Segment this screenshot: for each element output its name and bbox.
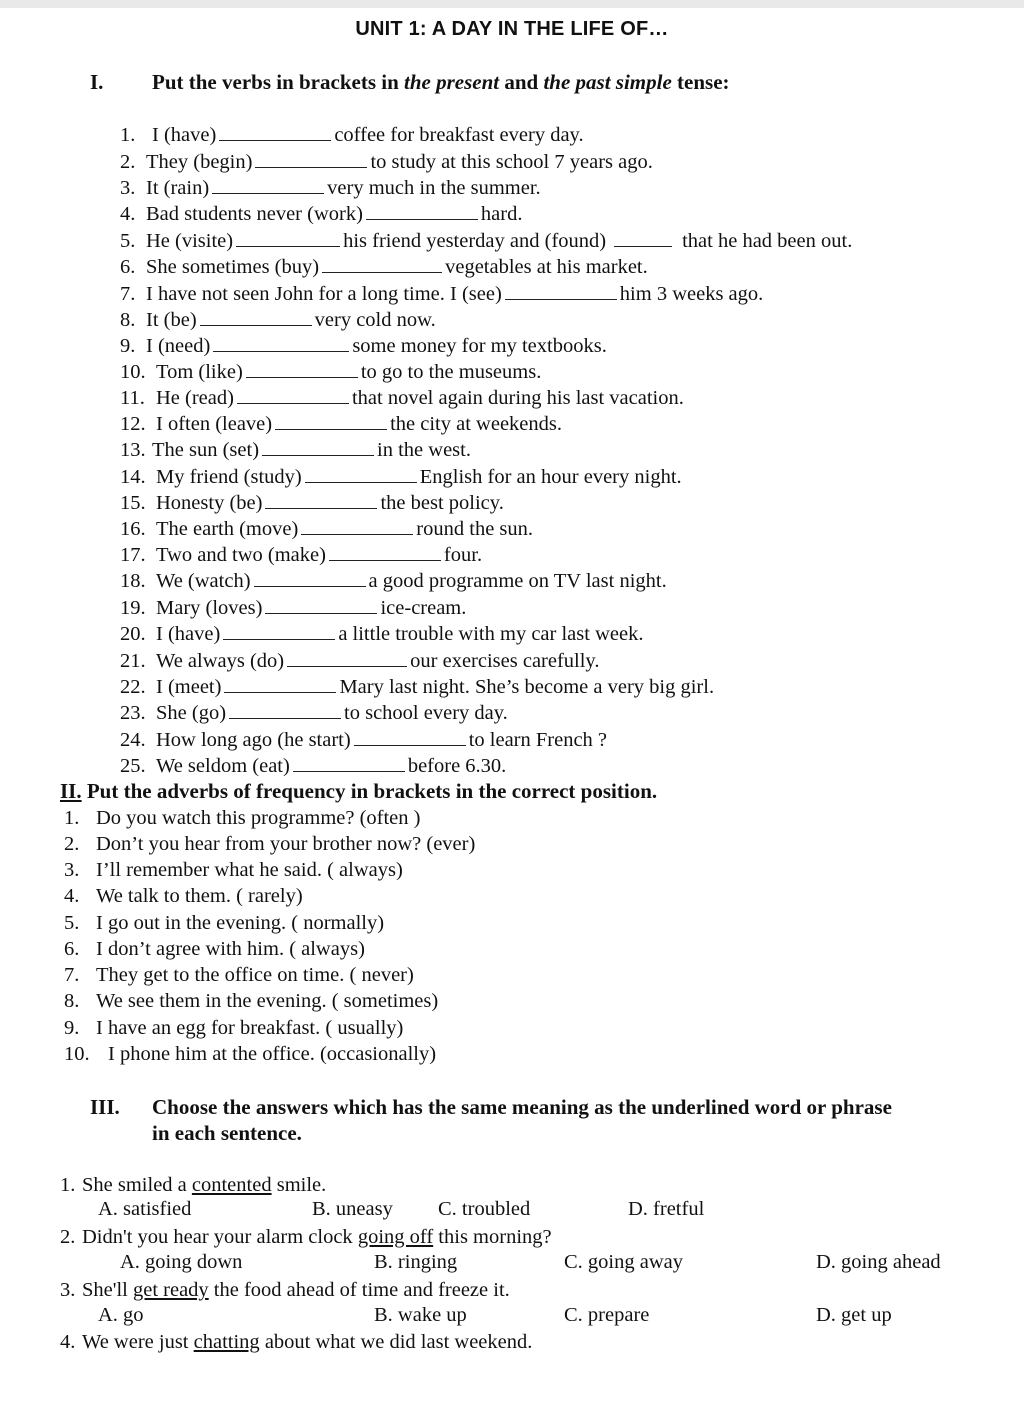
mc-option[interactable]: C. prepare [564,1304,650,1326]
answer-blank[interactable] [301,516,413,535]
exercise-1-item: 7. I have not seen John for a long time. I (see) him 3 weeks ago. [120,283,764,305]
exercise-2-item: 6. I don’t agree with him. ( always) [64,938,365,960]
exercise-1-item: 17. Two and two (make) four. [120,544,483,566]
answer-blank[interactable] [614,228,672,247]
answer-blank[interactable] [246,359,358,378]
mc-question: 4. We were just chatting about what we did last weekend. [60,1331,533,1353]
section-3-number: III. [90,1095,120,1119]
exercise-2-item: 2. Don’t you hear from your brother now? (ever) [64,833,476,855]
answer-blank[interactable] [213,333,349,352]
answer-blank[interactable] [254,568,366,587]
exercise-1-item: 9. I (need) some money for my textbooks. [120,335,607,357]
answer-blank[interactable] [265,595,377,614]
exercise-2-item: 9. I have an egg for breakfast. ( usually) [64,1017,404,1039]
exercise-2-item: 3. I’ll remember what he said. ( always) [64,859,403,881]
answer-blank[interactable] [236,228,340,247]
answer-blank[interactable] [354,727,466,746]
answer-blank[interactable] [255,149,367,168]
exercise-1-item: 20. I (have) a little trouble with my car last week. [120,623,644,645]
answer-blank[interactable] [219,122,331,141]
exercise-2-item: 7. They get to the office on time. ( never) [64,964,414,986]
exercise-1-item: 16. The earth (move) round the sun. [120,518,534,540]
exercise-2-item: 5. I go out in the evening. ( normally) [64,912,385,934]
answer-blank[interactable] [265,490,377,509]
section-3-heading: III. Choose the answers which has the same meaning as the underlined word or phrase [90,1095,892,1119]
exercise-1-item: 21. We always (do) our exercises carefully. [120,650,600,672]
top-border [0,0,1024,8]
answer-blank[interactable] [237,385,349,404]
mc-option[interactable]: A. going down [120,1251,243,1273]
section-1-number: I. [90,70,104,94]
exercise-2-item: 1. Do you watch this programme? (often ) [64,807,421,829]
mc-option[interactable]: B. uneasy [312,1198,393,1220]
answer-blank[interactable] [366,201,478,220]
exercise-1-item: 1. I (have) coffee for breakfast every day. [120,124,584,146]
section-1-heading: I. Put the verbs in brackets in the present and the past simple tense: [90,70,730,94]
answer-blank[interactable] [322,254,442,273]
exercise-1-item: 6. She sometimes (buy) vegetables at his market. [120,256,648,278]
exercise-1-item: 18. We (watch) a good programme on TV last night. [120,570,667,592]
mc-option[interactable]: C. troubled [438,1198,531,1220]
answer-blank[interactable] [224,674,336,693]
answer-blank[interactable] [275,411,387,430]
exercise-1-item: 11. He (read) that novel again during his last vacation. [120,387,684,409]
mc-question: 2. Didn't you hear your alarm clock going off this morning? [60,1226,552,1248]
exercise-1-item: 3. It (rain) very much in the summer. [120,177,541,199]
section-2-number: II. [60,779,82,803]
answer-blank[interactable] [287,648,407,667]
mc-option[interactable]: A. satisfied [98,1198,192,1220]
mc-option[interactable]: D. fretful [628,1198,705,1220]
exercise-1-item: 5. He (visite) his friend yesterday and (found) that he had been out. [120,230,853,252]
answer-blank[interactable] [262,437,374,456]
exercise-2-item: 4. We talk to them. ( rarely) [64,885,303,907]
underlined-word: chatting [193,1331,260,1353]
exercise-1-item: 23. She (go) to school every day. [120,702,508,724]
exercise-1-item: 2. They (begin) to study at this school 7 years ago. [120,151,653,173]
exercise-1-item: 10. Tom (like) to go to the museums. [120,361,542,383]
exercise-1-item: 14. My friend (study) English for an hour every night. [120,466,682,488]
section-2-heading: II. Put the adverbs of frequency in brackets in the correct position. [60,779,658,803]
mc-question: 1. She smiled a contented smile. [60,1174,327,1196]
mc-option[interactable]: C. going away [564,1251,683,1273]
answer-blank[interactable] [200,307,312,326]
answer-blank[interactable] [212,175,324,194]
underlined-word: contented [191,1174,272,1196]
exercise-2-item: 8. We see them in the evening. ( sometimes) [64,990,439,1012]
page-title: UNIT 1: A DAY IN THE LIFE OF… [355,18,669,40]
exercise-1-item: 22. I (meet) Mary last night. She’s become a very big girl. [120,676,715,698]
answer-blank[interactable] [305,464,417,483]
answer-blank[interactable] [505,281,617,300]
exercise-1-item: 8. It (be) very cold now. [120,309,436,331]
answer-blank[interactable] [329,542,441,561]
exercise-2-item: 10. I phone him at the office. (occasionally) [64,1043,437,1065]
answer-blank[interactable] [223,621,335,640]
section-3-heading-line-2: in each sentence. [152,1121,302,1145]
mc-option[interactable]: B. ringing [374,1251,458,1273]
exercise-1-item: 25. We seldom (eat) before 6.30. [120,755,507,777]
mc-option[interactable]: B. wake up [374,1304,467,1326]
mc-option[interactable]: D. going ahead [816,1251,941,1273]
mc-question: 3. She'll get ready the food ahead of time and freeze it. [60,1279,510,1301]
exercise-1-item: 13. The sun (set) in the west. [120,439,471,461]
mc-option[interactable]: A. go [98,1304,144,1326]
answer-blank[interactable] [293,753,405,772]
answer-blank[interactable] [229,700,341,719]
underlined-word: going off [357,1226,434,1248]
mc-option[interactable]: D. get up [816,1304,892,1326]
underlined-word: get ready [132,1279,209,1301]
exercise-1-item: 15. Honesty (be) the best policy. [120,492,504,514]
exercise-1-item: 19. Mary (loves) ice-cream. [120,597,467,619]
exercise-1-item: 12. I often (leave) the city at weekends. [120,413,563,435]
exercise-1-item: 24. How long ago (he start) to learn French ? [120,729,608,751]
exercise-1-item: 4. Bad students never (work) hard. [120,203,523,225]
